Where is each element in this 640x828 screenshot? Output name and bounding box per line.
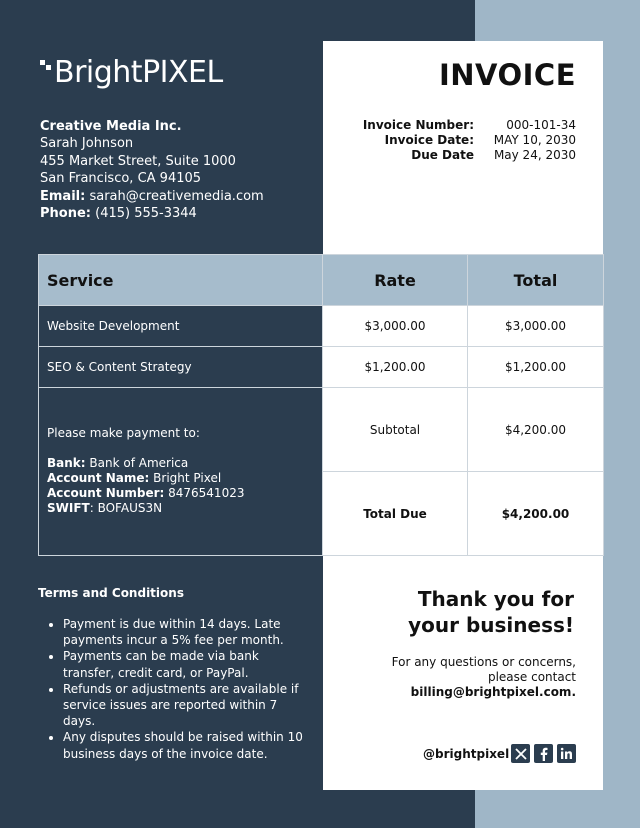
account-number-value: 8476541023	[168, 486, 245, 500]
account-number-row	[47, 486, 322, 501]
terms-list	[38, 616, 308, 762]
client-email-row	[40, 188, 264, 205]
invoice-date: MAY 10, 2030	[493, 133, 576, 147]
due-date-label: Due Date	[411, 148, 474, 162]
brand-name: BrightPIXEL	[54, 55, 223, 90]
x-icon[interactable]	[511, 744, 530, 763]
phone-label: Phone:	[40, 206, 91, 222]
list-item: • Payment is due within 14 days. Late payments incur a 5% fee per month.	[63, 616, 308, 648]
thank-you-line2: your business!	[408, 613, 574, 637]
bank-value: Bank of America	[89, 456, 189, 470]
total-cell: $1,200.00	[468, 347, 604, 388]
linkedin-icon[interactable]	[557, 744, 576, 763]
service-header: Service	[39, 255, 323, 306]
account-name-row	[47, 471, 322, 486]
contact-line1: For any questions or concerns,	[391, 655, 576, 669]
client-email[interactable]: sarah@creativemedia.com	[89, 188, 264, 204]
client-company: Creative Media Inc.	[40, 119, 182, 134]
client-phone: (415) 555-3344	[95, 206, 197, 222]
client-info	[40, 118, 264, 222]
client-address-line2: San Francisco, CA 94105	[40, 171, 202, 187]
account-name-label: Account Name:	[47, 471, 150, 485]
subtotal-label: Subtotal	[323, 388, 468, 472]
terms-section	[38, 586, 308, 762]
account-name-value: Bright Pixel	[153, 471, 222, 485]
list-item: • Refunds or adjustments are available if service issues are reported within 7 days.	[63, 681, 308, 730]
email-label: Email:	[40, 188, 86, 204]
rate-header: Rate	[323, 255, 468, 306]
terms-title: Terms and Conditions	[38, 586, 184, 600]
swift-value: : BOFAUS3N	[89, 501, 163, 515]
swift-label: SWIFT	[47, 501, 90, 515]
table-row	[39, 306, 604, 347]
service-cell: Website Development	[39, 306, 323, 347]
account-number-label: Account Number:	[47, 486, 165, 500]
total-due-value: $4,200.00	[468, 472, 604, 556]
swift-row	[47, 501, 322, 516]
due-date-row	[330, 148, 576, 163]
service-table	[38, 254, 604, 556]
bank-label: Bank:	[47, 456, 86, 470]
brand-logo	[40, 54, 223, 92]
invoice-number: 000-101-34	[506, 118, 576, 132]
total-cell: $3,000.00	[468, 306, 604, 347]
payment-details	[39, 388, 323, 556]
total-header: Total	[468, 255, 604, 306]
subtotal-value: $4,200.00	[468, 388, 604, 472]
rate-cell: $3,000.00	[323, 306, 468, 347]
payment-intro: Please make payment to:	[47, 426, 200, 440]
pixel-squares-icon	[40, 54, 54, 76]
list-item: • Payments can be made via bank transfer, credit card, or PayPal.	[63, 648, 308, 680]
subtotal-row	[39, 388, 604, 472]
bank-row	[47, 456, 322, 471]
thank-you-message	[324, 586, 574, 638]
billing-email[interactable]: billing@brightpixel.com.	[410, 685, 576, 699]
social-handle[interactable]: @brightpixel	[423, 747, 510, 761]
rate-cell: $1,200.00	[323, 347, 468, 388]
invoice-meta	[330, 118, 576, 163]
contact-line2: please contact	[487, 670, 576, 684]
invoice-number-row	[330, 118, 576, 133]
client-phone-row	[40, 205, 264, 222]
list-item: • Any disputes should be raised within 10 business days of the invoice date.	[63, 729, 308, 761]
total-due-label: Total Due	[323, 472, 468, 556]
due-date: May 24, 2030	[493, 148, 576, 162]
client-address-line1: 455 Market Street, Suite 1000	[40, 153, 236, 169]
thank-you-line1: Thank you for	[417, 587, 574, 611]
contact-info	[326, 655, 576, 700]
service-cell: SEO & Content Strategy	[39, 347, 323, 388]
client-name: Sarah Johnson	[40, 136, 134, 152]
invoice-date-label: Invoice Date:	[384, 133, 474, 147]
invoice-date-row	[330, 133, 576, 148]
table-header-row	[39, 255, 604, 306]
invoice-title: INVOICE	[438, 58, 576, 92]
facebook-icon[interactable]	[534, 744, 553, 763]
invoice-number-label: Invoice Number:	[362, 118, 474, 132]
table-row	[39, 347, 604, 388]
